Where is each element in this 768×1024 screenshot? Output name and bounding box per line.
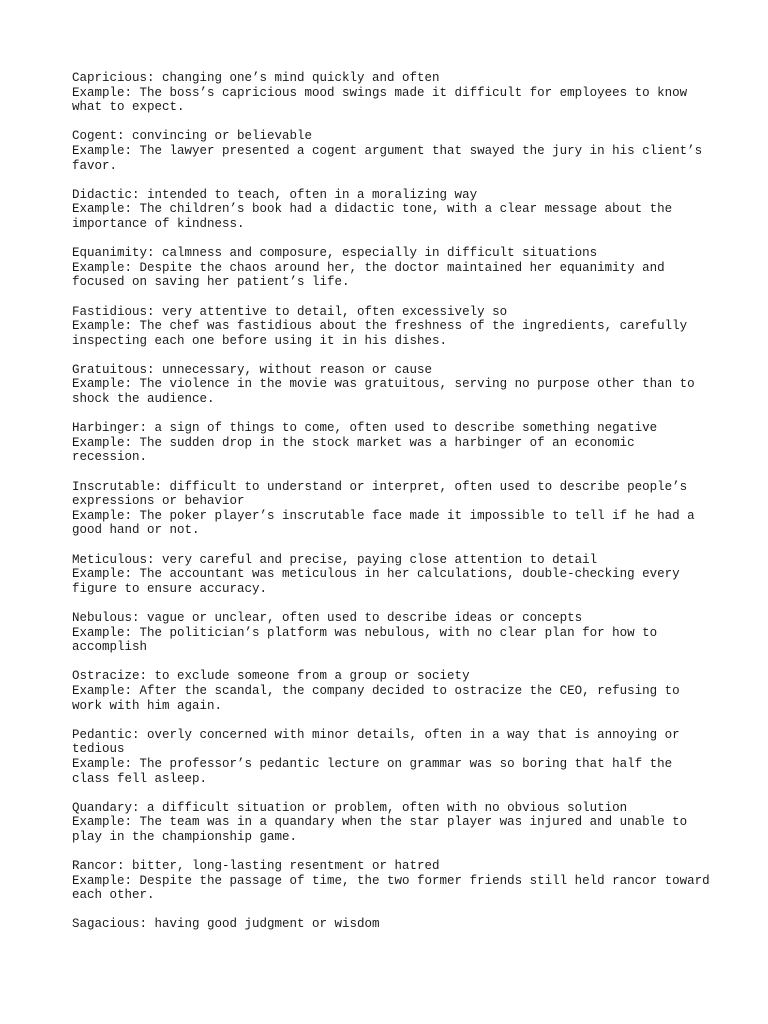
vocab-entry-meticulous	[72, 553, 712, 597]
example-text: Example: The professor’s pedantic lecture on grammar was so boring that half the class fell asleep.	[72, 756, 680, 786]
definition-text: Didactic: intended to teach, often in a moralizing way	[72, 187, 478, 202]
example-text: Example: The team was in a quandary when the star player was injured and unable to play in the championship game.	[72, 815, 695, 844]
vocab-entry-quandary	[72, 801, 712, 845]
definition-text: Equanimity: calmness and composure, especially in difficult situations	[72, 246, 598, 261]
definition-text: Sagacious: having good judgment or wisdom	[72, 917, 380, 932]
definition-text: Inscrutable: difficult to understand or interpret, often used to describe people’s expressions or behavior	[72, 479, 695, 509]
definition-text: Nebulous: vague or unclear, often used to describe ideas or concepts	[72, 610, 583, 625]
example-text: Example: Despite the passage of time, the two former friends still held rancor toward each other.	[72, 873, 718, 903]
vocab-entry-inscrutable	[72, 480, 712, 538]
definition-text: Fastidious: very attentive to detail, often excessively so	[72, 304, 508, 319]
vocab-entry-capricious	[72, 71, 712, 115]
example-text: Example: The children’s book had a didactic tone, with a clear message about the importance of kindness.	[72, 202, 680, 231]
vocabulary-document	[72, 71, 718, 947]
vocab-entry-ostracize	[72, 669, 712, 713]
definition-text: Rancor: bitter, long-lasting resentment or hatred	[72, 859, 440, 874]
definition-text: Capricious: changing one’s mind quickly and often	[72, 71, 440, 85]
definition-text: Pedantic: overly concerned with minor details, often in a way that is annoying or tedious	[72, 727, 688, 757]
example-text: Example: The boss’s capricious mood swings made it difficult for employees to know what to expect.	[72, 85, 695, 115]
example-text: Example: Despite the chaos around her, the doctor maintained her equanimity and focused on saving her patient’s life.	[72, 260, 673, 290]
vocab-entry-sagacious	[72, 917, 712, 932]
example-text: Example: The chef was fastidious about the freshness of the ingredients, carefully inspecting each one before using it in his dishes.	[72, 319, 695, 348]
example-text: Example: The accountant was meticulous in her calculations, double-checking every figure to ensure accuracy.	[72, 567, 688, 596]
example-text: Example: The violence in the movie was gratuitous, serving no purpose other than to shock the audience.	[72, 377, 703, 407]
vocab-entry-nebulous	[72, 611, 712, 655]
vocab-entry-fastidious	[72, 305, 712, 349]
example-text: Example: The poker player’s inscrutable face made it impossible to tell if he had a good hand or not.	[72, 508, 703, 538]
example-text: Example: After the scandal, the company decided to ostracize the CEO, refusing to work with him again.	[72, 683, 688, 713]
definition-text: Meticulous: very careful and precise, paying close attention to detail	[72, 552, 598, 567]
definition-text: Ostracize: to exclude someone from a group or society	[72, 669, 470, 684]
definition-text: Harbinger: a sign of things to come, often used to describe something negative	[72, 421, 658, 436]
definition-text: Gratuitous: unnecessary, without reason or cause	[72, 362, 433, 377]
vocab-entry-didactic	[72, 188, 712, 232]
example-text: Example: The sudden drop in the stock market was a harbinger of an economic recession.	[72, 435, 643, 465]
vocab-entry-gratuitous	[72, 363, 712, 407]
definition-text: Quandary: a difficult situation or problem, often with no obvious solution	[72, 800, 628, 815]
vocab-entry-equanimity	[72, 246, 712, 290]
vocab-entry-cogent	[72, 129, 712, 173]
vocab-entry-harbinger	[72, 421, 712, 465]
example-text: Example: The lawyer presented a cogent argument that swayed the jury in his client’s favor.	[72, 143, 710, 173]
vocab-entry-pedantic	[72, 728, 712, 786]
example-text: Example: The politician’s platform was nebulous, with no clear plan for how to accomplish	[72, 625, 665, 655]
vocab-entry-rancor	[72, 859, 718, 903]
definition-text: Cogent: convincing or believable	[72, 129, 313, 144]
